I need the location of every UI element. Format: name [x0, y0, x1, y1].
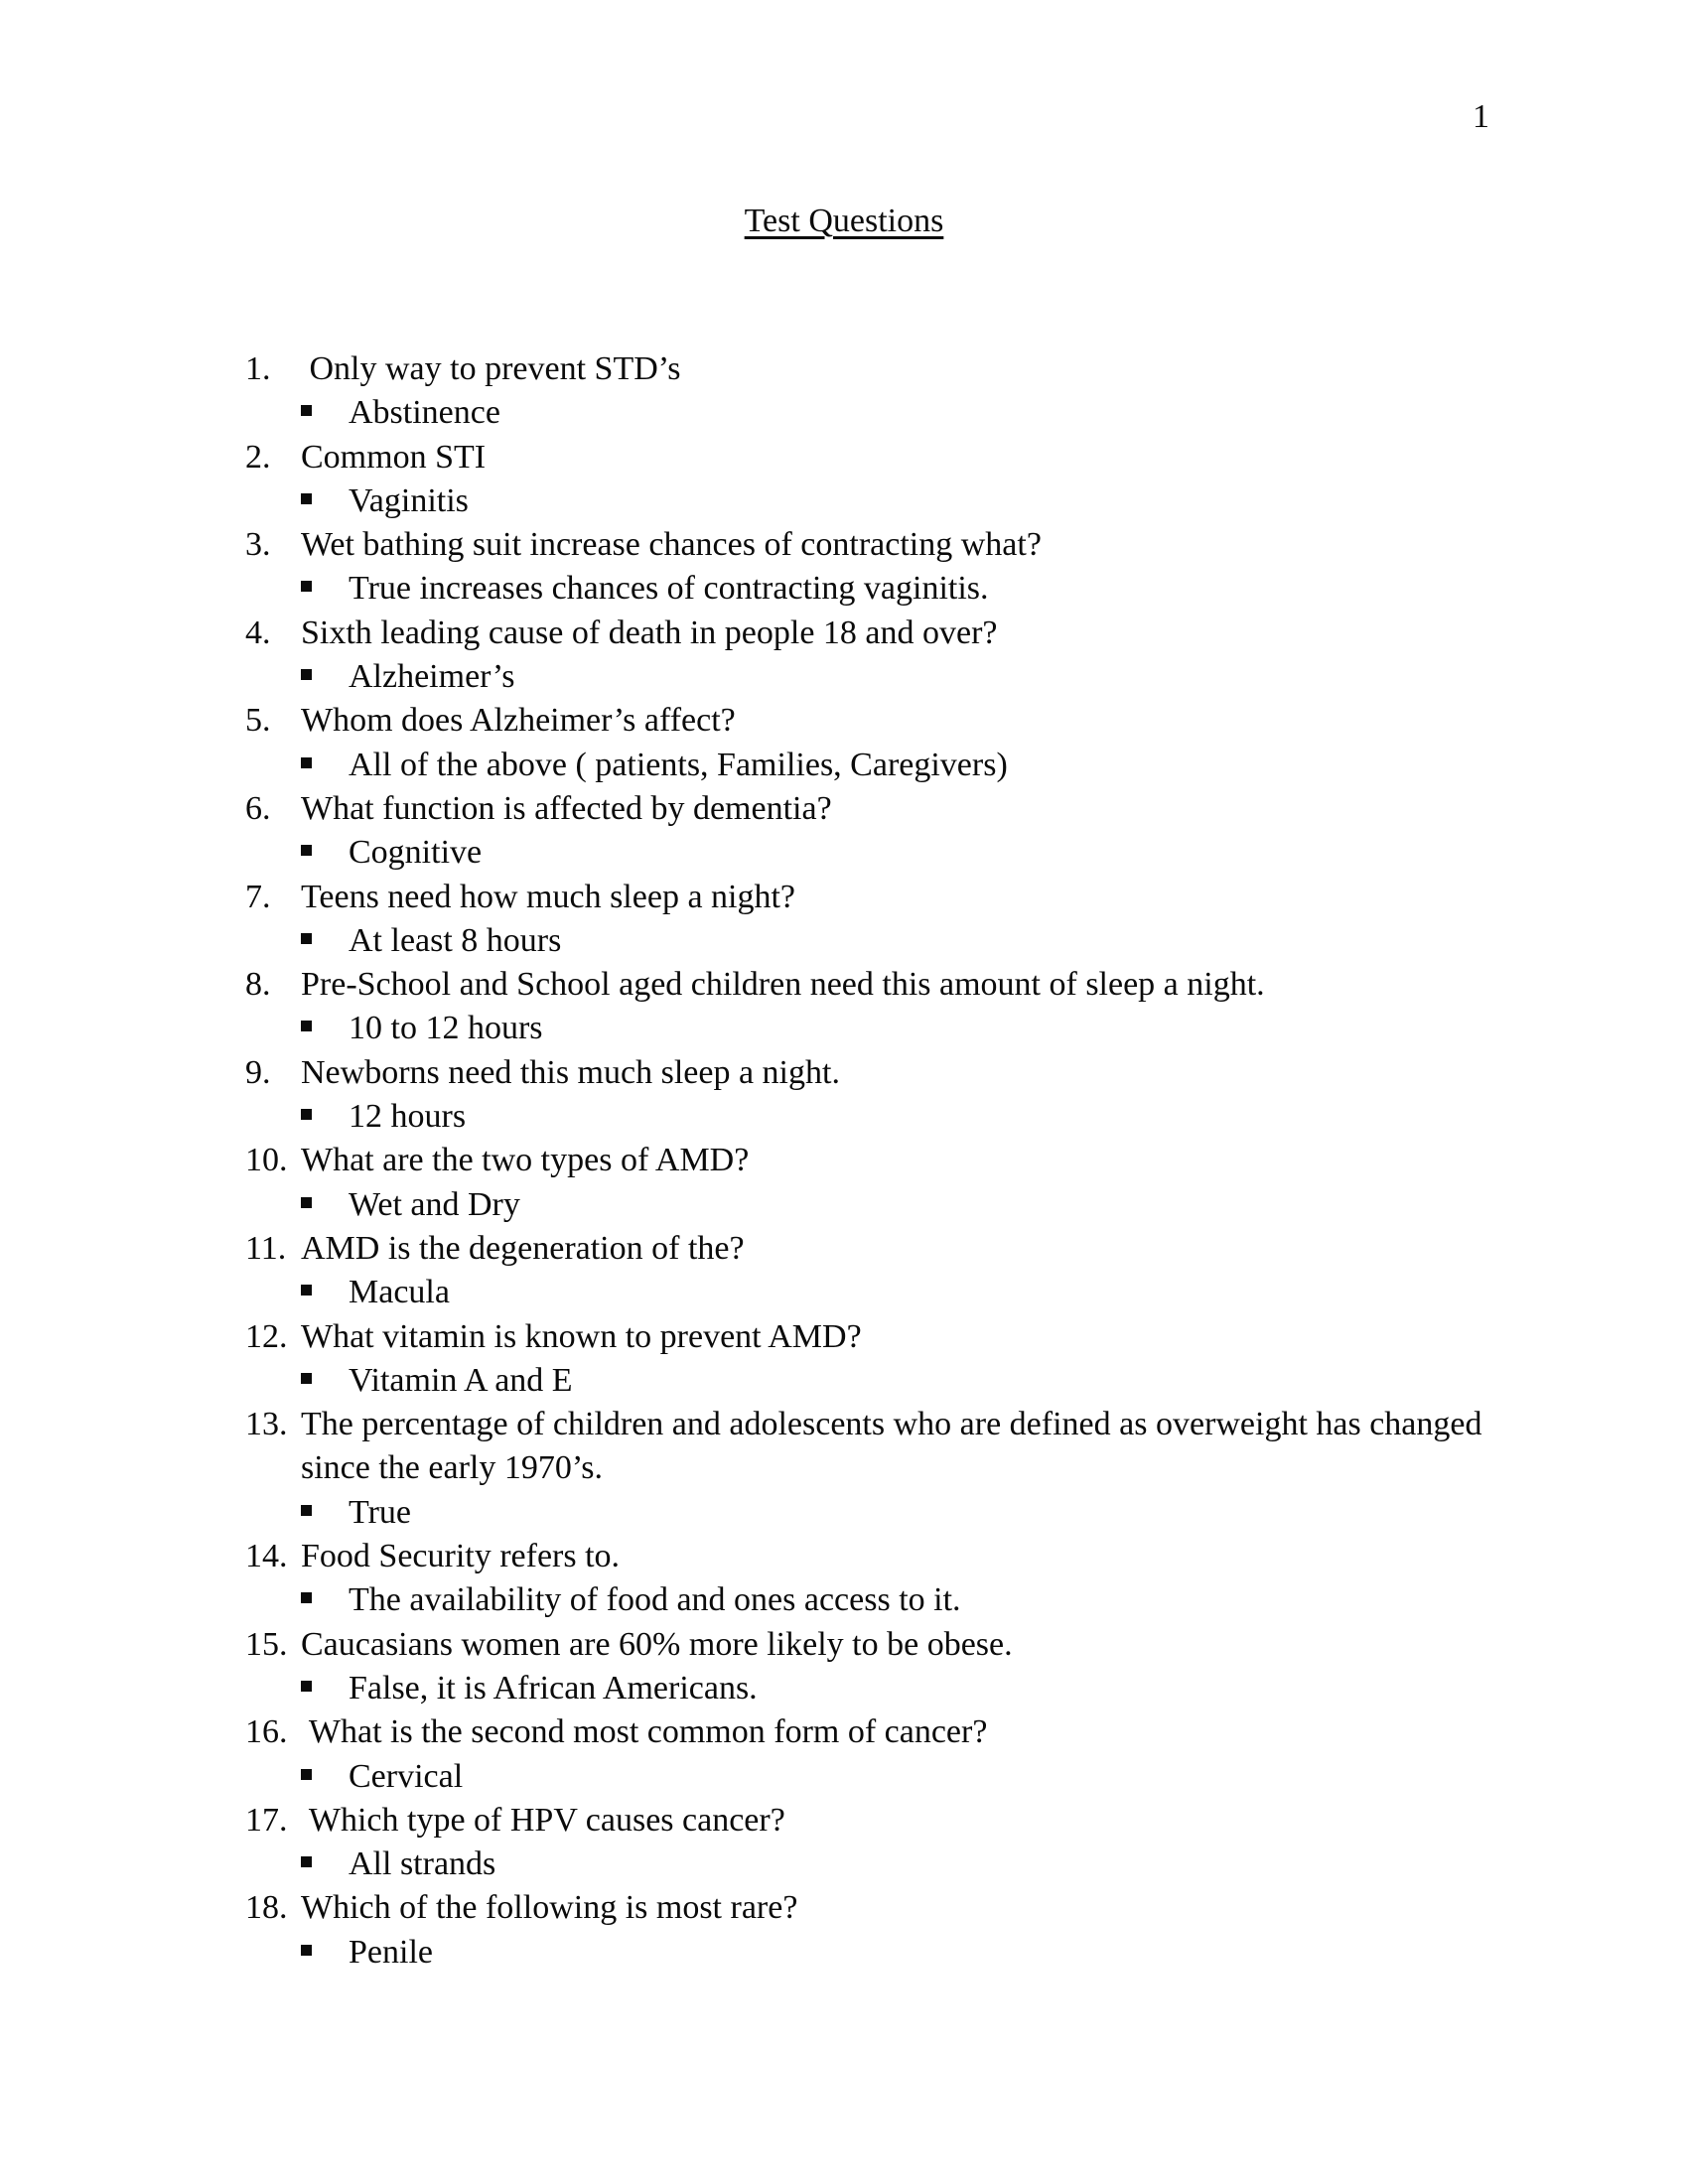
answer-line: [245, 1271, 1492, 1314]
question-item: [245, 436, 1492, 524]
question-text: What are the two types of AMD?: [301, 1142, 750, 1179]
answer-text: Penile: [349, 1933, 433, 1971]
question-line: [245, 1227, 1492, 1271]
bullet-square-icon: [301, 1109, 312, 1120]
question-text: AMD is the degeneration of the?: [301, 1229, 745, 1267]
answer-line: [245, 1359, 1492, 1403]
document-title: [0, 200, 1688, 243]
question-number: 16.: [245, 1713, 288, 1751]
answer-text: Cervical: [349, 1757, 464, 1795]
question-number: 9.: [245, 1053, 271, 1091]
answer-line: [245, 391, 1492, 435]
question-item: [245, 612, 1492, 700]
question-text: Common STI: [301, 438, 487, 476]
bullet-square-icon: [301, 1197, 312, 1208]
question-number: 4.: [245, 614, 271, 651]
page-number: 1: [1473, 98, 1489, 135]
question-text: Newborns need this much sleep a night.: [301, 1053, 840, 1091]
question-line: [245, 787, 1492, 831]
bullet-square-icon: [301, 581, 312, 592]
question-text: Pre-School and School aged children need this amount of sleep a night.: [301, 966, 1265, 1004]
answer-line: [245, 1755, 1492, 1799]
question-line: [245, 1051, 1492, 1095]
question-number: 10.: [245, 1142, 288, 1179]
question-item: [245, 1535, 1492, 1623]
answer-text: The availability of food and ones access to it.: [349, 1581, 961, 1619]
question-item: [245, 787, 1492, 876]
question-line: [245, 1139, 1492, 1182]
question-text: Caucasians women are 60% more likely to be obese.: [301, 1625, 1013, 1663]
question-text: Food Security refers to.: [301, 1538, 621, 1575]
bullet-square-icon: [301, 1945, 312, 1956]
question-item: [245, 1227, 1492, 1315]
question-line: [245, 1315, 1492, 1359]
question-item: [245, 1710, 1492, 1799]
question-number: 15.: [245, 1625, 288, 1663]
bullet-square-icon: [301, 405, 312, 416]
answer-line: [245, 1491, 1492, 1535]
answer-line: [245, 1095, 1492, 1139]
question-item: [245, 1799, 1492, 1887]
bullet-square-icon: [301, 1769, 312, 1780]
answer-text: Cognitive: [349, 834, 483, 872]
question-number: 13.: [245, 1406, 288, 1443]
question-number: 12.: [245, 1317, 288, 1355]
bullet-square-icon: [301, 493, 312, 504]
question-list: [245, 347, 1492, 1975]
bullet-square-icon: [301, 1681, 312, 1692]
question-text: Whom does Alzheimer’s affect?: [301, 702, 736, 740]
question-line: [245, 876, 1492, 919]
answer-line: [245, 655, 1492, 699]
question-number: 6.: [245, 789, 271, 827]
answer-text: All strands: [349, 1845, 496, 1883]
answer-text: True: [349, 1493, 411, 1531]
answer-text: Vaginitis: [349, 481, 469, 519]
bullet-square-icon: [301, 933, 312, 944]
question-text: Teens need how much sleep a night?: [301, 878, 796, 915]
answer-line: [245, 1183, 1492, 1227]
answer-text: Alzheimer’s: [349, 658, 515, 696]
question-number: 8.: [245, 966, 271, 1004]
answer-line: [245, 479, 1492, 523]
question-number: 17.: [245, 1801, 288, 1839]
question-line: [245, 1403, 1492, 1491]
bullet-square-icon: [301, 669, 312, 680]
question-item: [245, 1623, 1492, 1711]
answer-line: [245, 744, 1492, 787]
question-item: [245, 347, 1492, 436]
answer-text: Vitamin A and E: [349, 1361, 573, 1399]
question-text: Only way to prevent STD’s: [301, 350, 681, 387]
question-item: [245, 963, 1492, 1051]
answer-line: [245, 1667, 1492, 1710]
answer-text: 10 to 12 hours: [349, 1010, 543, 1047]
question-line: [245, 436, 1492, 479]
document-title-text: Test Questions: [744, 203, 944, 239]
question-number: 5.: [245, 702, 271, 740]
question-line: [245, 1710, 1492, 1754]
question-line: [245, 347, 1492, 391]
bullet-square-icon: [301, 1505, 312, 1516]
question-number: 3.: [245, 526, 271, 564]
answer-text: False, it is African Americans.: [349, 1669, 758, 1706]
question-item: [245, 523, 1492, 612]
answer-line: [245, 919, 1492, 963]
answer-line: [245, 1007, 1492, 1050]
question-line: [245, 1886, 1492, 1930]
answer-line: [245, 1843, 1492, 1886]
question-line: [245, 1623, 1492, 1667]
question-item: [245, 876, 1492, 964]
question-line: [245, 699, 1492, 743]
question-item: [245, 699, 1492, 787]
question-text: The percentage of children and adolescents who are defined as overweight has changed since the early 1970’s.: [301, 1406, 1490, 1487]
question-line: [245, 1799, 1492, 1843]
bullet-square-icon: [301, 845, 312, 856]
answer-line: [245, 1931, 1492, 1975]
bullet-square-icon: [301, 1373, 312, 1384]
answer-line: [245, 567, 1492, 611]
answer-line: [245, 831, 1492, 875]
question-line: [245, 963, 1492, 1007]
question-item: [245, 1139, 1492, 1227]
bullet-square-icon: [301, 1285, 312, 1296]
answer-text: True increases chances of contracting vaginitis.: [349, 570, 989, 608]
answer-text: Macula: [349, 1274, 450, 1311]
answer-line: [245, 1578, 1492, 1622]
bullet-square-icon: [301, 1856, 312, 1867]
bullet-square-icon: [301, 1021, 312, 1031]
question-text: What vitamin is known to prevent AMD?: [301, 1317, 862, 1355]
question-number: 18.: [245, 1889, 288, 1927]
bullet-square-icon: [301, 757, 312, 768]
answer-text: At least 8 hours: [349, 921, 562, 959]
question-number: 14.: [245, 1538, 288, 1575]
question-line: [245, 1535, 1492, 1578]
question-number: 7.: [245, 878, 271, 915]
question-number: 1.: [245, 350, 271, 387]
question-line: [245, 612, 1492, 655]
question-text: Which type of HPV causes cancer?: [301, 1801, 785, 1839]
question-number: 11.: [245, 1229, 287, 1267]
question-item: [245, 1315, 1492, 1404]
answer-text: 12 hours: [349, 1098, 467, 1136]
question-item: [245, 1051, 1492, 1140]
question-item: [245, 1886, 1492, 1975]
question-item: [245, 1403, 1492, 1535]
answer-text: All of the above ( patients, Families, Caregivers): [349, 746, 1008, 783]
question-text: What is the second most common form of cancer?: [301, 1713, 988, 1751]
question-text: What function is affected by dementia?: [301, 789, 832, 827]
answer-text: Wet and Dry: [349, 1185, 520, 1223]
question-text: Which of the following is most rare?: [301, 1889, 798, 1927]
question-number: 2.: [245, 438, 271, 476]
answer-text: Abstinence: [349, 394, 500, 432]
question-line: [245, 523, 1492, 567]
bullet-square-icon: [301, 1592, 312, 1603]
question-text: Sixth leading cause of death in people 18 and over?: [301, 614, 998, 651]
question-text: Wet bathing suit increase chances of contracting what?: [301, 526, 1042, 564]
